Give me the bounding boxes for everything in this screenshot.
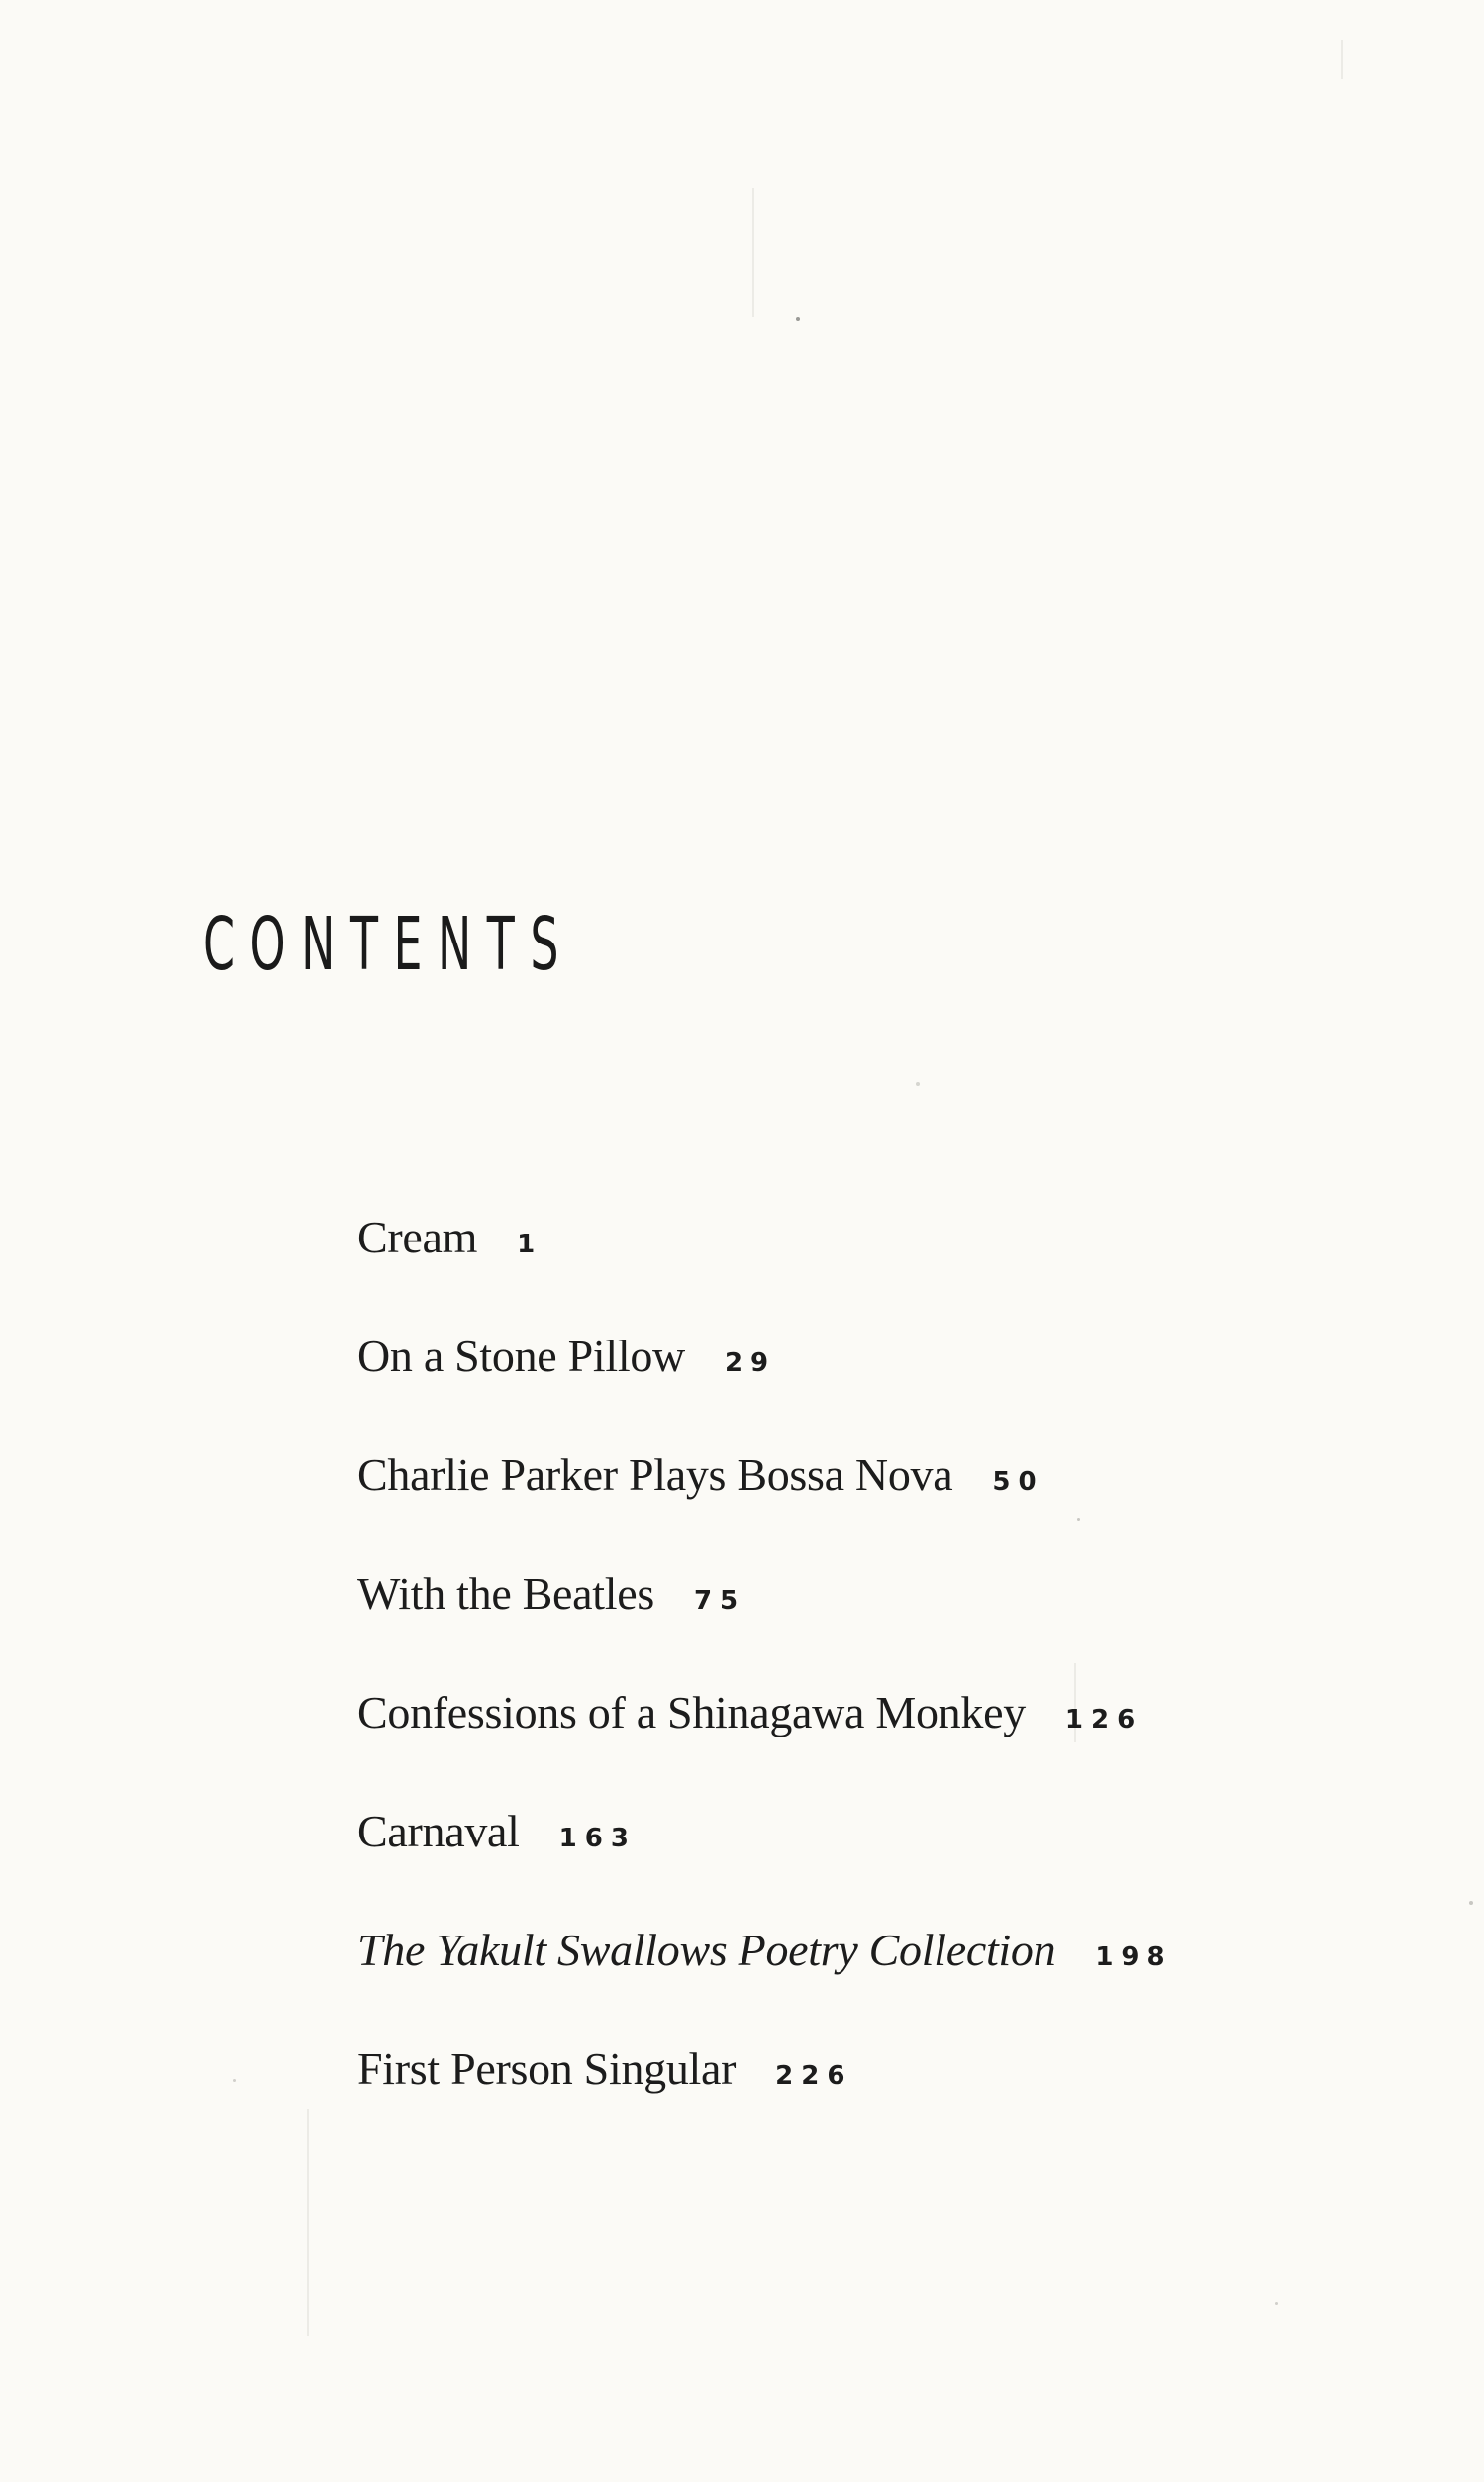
toc-entry[interactable] bbox=[357, 1445, 1173, 1564]
toc-entry[interactable] bbox=[357, 1208, 1173, 1327]
paper-speck bbox=[233, 2079, 236, 2082]
toc-entry[interactable] bbox=[357, 1921, 1173, 2039]
entry-page-number: 75 bbox=[693, 1586, 746, 1616]
entry-page-number: 226 bbox=[775, 2061, 853, 2091]
entry-title: Carnaval bbox=[357, 1806, 520, 1856]
entry-page-number: 50 bbox=[992, 1467, 1044, 1497]
paper-mark bbox=[307, 2109, 309, 2336]
entry-page-number: 163 bbox=[558, 1824, 637, 1853]
entry-page-number: 1 bbox=[517, 1230, 544, 1259]
toc-entry[interactable] bbox=[357, 1683, 1173, 1802]
paper-mark bbox=[1341, 40, 1343, 79]
entry-title: On a Stone Pillow bbox=[357, 1331, 685, 1381]
entry-title: Cream bbox=[357, 1212, 478, 1262]
entry-page-number: 126 bbox=[1064, 1705, 1143, 1735]
paper-speck bbox=[1469, 1901, 1473, 1905]
paper-speck bbox=[916, 1082, 920, 1086]
paper-mark bbox=[752, 188, 754, 317]
entry-title: First Person Singular bbox=[357, 2043, 737, 2094]
paper-speck bbox=[1275, 2302, 1278, 2305]
toc-entry[interactable] bbox=[357, 1802, 1173, 1921]
entry-title: The Yakult Swallows Poetry Collection bbox=[357, 1925, 1056, 1975]
toc-entry[interactable] bbox=[357, 1564, 1173, 1683]
entry-title: Confessions of a Shinagawa Monkey bbox=[357, 1687, 1026, 1737]
entry-title: With the Beatles bbox=[357, 1568, 654, 1619]
entry-page-number: 198 bbox=[1095, 1942, 1173, 1972]
paper-speck bbox=[796, 317, 800, 321]
entry-title: Charlie Parker Plays Bossa Nova bbox=[357, 1449, 953, 1500]
table-of-contents bbox=[357, 1208, 1173, 2158]
contents-heading: CONTENTS bbox=[203, 902, 574, 987]
entry-page-number: 29 bbox=[724, 1348, 777, 1378]
toc-entry[interactable] bbox=[357, 1327, 1173, 1445]
toc-entry[interactable] bbox=[357, 2039, 1173, 2158]
